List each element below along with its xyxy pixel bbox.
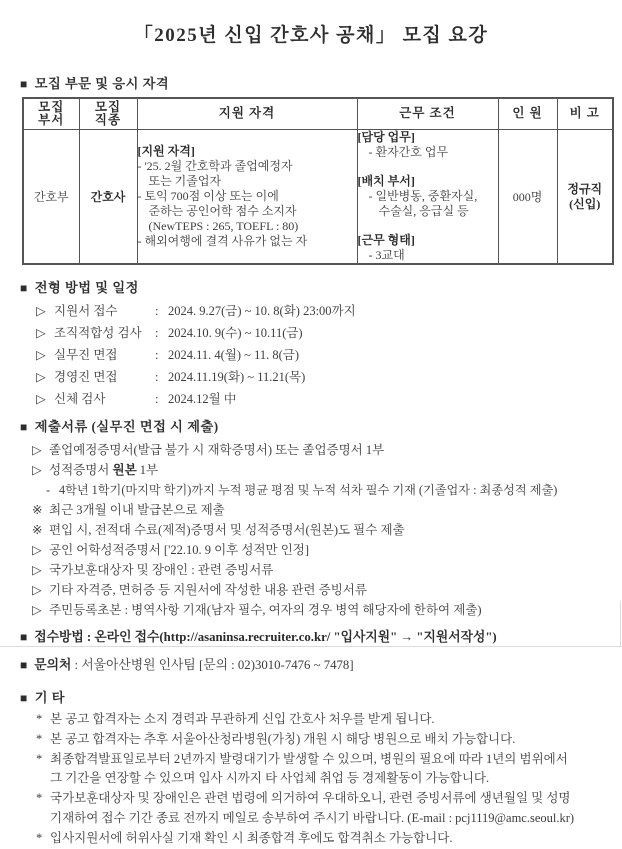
dash-bullet-icon: - — [46, 483, 51, 497]
etc-note: * 입사지원서에 허위사실 기재 확인 시 최종합격 후에도 합격취소 가능합니다. — [36, 829, 622, 849]
document-note: ※ 편입 시, 전적대 수료(제적)증명서 및 성적증명서(원본)도 필수 제출 — [32, 520, 622, 540]
triangle-bullet-icon: ▷ — [32, 543, 42, 557]
apply-method-label: 접수방법 — [34, 630, 84, 644]
section-heading-etc — [20, 687, 622, 706]
schedule-value: 2024. 9.27(금) ~ 10. 8(화) 23:00까지 — [168, 304, 356, 318]
square-bullet-icon: ■ — [20, 77, 28, 91]
section-heading-documents — [20, 416, 622, 435]
asterisk-bullet-icon: * — [36, 791, 43, 806]
schedule-item-staff-interview: ▷ 실무진 면접 : 2024.11. 4(월) ~ 11. 8(금) — [36, 344, 622, 366]
schedule-item-exec-interview: ▷ 경영진 면접 : 2024.11.19(화) ~ 11.21(목) — [36, 366, 622, 388]
cond-line: - 환자간호 업무 — [368, 145, 449, 159]
square-bullet-icon: ■ — [20, 630, 28, 644]
schedule-item-fit-test: ▷ 조직적합성 검사 : 2024.10. 9(수) ~ 10.11(금) — [36, 322, 622, 344]
header-note: 비 고 — [557, 98, 613, 130]
cond-line: - 일반병동, 중환자실, — [368, 189, 478, 203]
cond-title: [배치 부서] — [357, 174, 415, 188]
table-header-row — [23, 98, 613, 130]
scan-artifact-horizontal-line — [0, 646, 622, 647]
triangle-bullet-icon: ▷ — [32, 463, 42, 477]
qual-line: 또는 기졸업자 — [148, 174, 222, 188]
section-heading-schedule — [20, 277, 622, 296]
triangle-bullet-icon: ▷ — [32, 603, 42, 617]
contact-value: 서울아산병원 인사팀 [문의 : 02)3010-7476 ~ 7478] — [81, 658, 354, 672]
qual-line: - 해외여행에 결격 사유가 없는 자 — [137, 234, 308, 248]
asterisk-bullet-icon: * — [36, 751, 43, 766]
asterisk-bullet-icon: * — [36, 712, 43, 726]
triangle-bullet-icon: ▷ — [32, 563, 42, 577]
cond-line: 수술실, 응급실 등 — [378, 204, 469, 218]
document-item: ▷ 성적증명서 원본 1부 — [32, 460, 622, 480]
header-dept: 모집 부서 — [23, 98, 79, 130]
cond-title: [담당 업무] — [357, 130, 415, 144]
section-heading-etc-label: 기 타 — [34, 690, 66, 705]
qual-line: (NewTEPS : 265, TOEFL : 80) — [148, 219, 299, 233]
section-contact: ■ 문의처 : 서울아산병원 인사팀 [문의 : 02)3010-7476 ~ 7478] — [20, 658, 354, 672]
asterisk-bullet-icon: * — [36, 830, 43, 845]
document-note: ※ 최근 3개월 이내 발급본으로 제출 — [32, 500, 622, 520]
etc-note: * 본 공고 합격자는 소지 경력과 무관하게 신입 간호사 처우를 받게 됩니다. — [36, 710, 622, 730]
triangle-bullet-icon: ▷ — [36, 348, 46, 362]
cell-qualification — [137, 130, 357, 265]
square-bullet-icon: ■ — [20, 281, 28, 295]
reference-mark-icon: ※ — [32, 523, 43, 537]
triangle-bullet-icon: ▷ — [32, 583, 42, 597]
document-item: ▷ 기타 자격증, 면허증 등 지원서에 작성한 내용 관련 증빙서류 — [32, 580, 622, 600]
document-item: ▷ 주민등록초본 : 병역사항 기재(남자 필수, 여자의 경우 병역 해당자에 한하여 제출) — [32, 600, 622, 620]
schedule-list — [36, 300, 622, 410]
page-title: 「2025년 신입 간호사 공채」 모집 요강 — [133, 25, 489, 46]
schedule-value: 2024.10. 9(수) ~ 10.11(금) — [168, 326, 303, 340]
cell-note: 정규직 (신입) — [557, 130, 613, 265]
header-count: 인 원 — [498, 98, 557, 130]
document-subitem: - 4학년 1학기(마지막 학기)까지 누적 평균 평점 및 누적 석차 필수 기재 (기졸업자 : 최종성적 제출) — [46, 480, 622, 500]
document-item: ▷ 공인 어학성적증명서 ['22.10. 9 이후 성적만 인정] — [32, 540, 622, 560]
scan-artifact-vertical-line — [620, 601, 621, 647]
square-bullet-icon: ■ — [20, 658, 28, 672]
triangle-bullet-icon: ▷ — [36, 326, 46, 340]
schedule-item-physical-exam: ▷ 신체 검사 : 2024.12월 中 — [36, 388, 622, 410]
cond-title: [근무 형태] — [357, 233, 415, 247]
table-data-row — [23, 130, 613, 265]
cond-line: - 3교대 — [368, 248, 405, 262]
triangle-bullet-icon: ▷ — [36, 304, 46, 318]
section-heading-recruit-label: 모집 부문 및 응시 자격 — [34, 76, 170, 91]
square-bullet-icon: ■ — [20, 420, 28, 434]
recruitment-table — [22, 97, 614, 265]
square-bullet-icon: ■ — [20, 691, 28, 705]
header-conditions: 근무 조건 — [357, 98, 498, 130]
etc-note: * 최종합격발표일로부터 2년까지 발령대기가 발생할 수 있으며, 병원의 필요에 따라 1년의 범위에서 그 기간을 연장할 수 있으며 입사 시까지 타 사업체 취업 등 경제활동이 가능합니다. — [36, 750, 622, 790]
header-job: 모집 직종 — [79, 98, 137, 130]
schedule-value: 2024.11.19(화) ~ 11.21(목) — [168, 370, 306, 384]
section-heading-documents-label: 제출서류 (실무진 면접 시 제출) — [34, 419, 219, 434]
triangle-bullet-icon: ▷ — [36, 370, 46, 384]
cell-dept: 간호부 — [23, 130, 79, 265]
schedule-item-apply-period: ▷ 지원서 접수 : 2024. 9.27(금) ~ 10. 8(화) 23:00까지 — [36, 300, 622, 322]
section-apply-method: ■ 접수방법 : 온라인 접수(http://asaninsa.recruiter.co.kr/ "입사지원" → "지원서작성") — [20, 630, 497, 644]
etc-note: * 국가보훈대상자 및 장애인은 관련 법령에 의거하여 우대하오니, 관련 증빙서류에 생년월일 및 성명 기재하여 접수 기간 종료 전까지 메일로 송부하여 주시기 바랍니다. (E-mail : pcj1119@amc.seoul.kr) — [36, 789, 622, 829]
contact-label: 문의처 — [34, 658, 72, 672]
cell-job: 간호사 — [79, 130, 137, 265]
cond-group-duty — [358, 130, 498, 160]
etc-note: * 본 공고 합격자는 추후 서울아산청라병원(가칭) 개원 시 해당 병원으로 배치 가능합니다. — [36, 730, 622, 750]
cond-group-placement — [358, 174, 498, 219]
asterisk-bullet-icon: * — [36, 731, 43, 746]
section-heading-schedule-label: 전형 방법 및 일정 — [34, 280, 139, 295]
triangle-bullet-icon: ▷ — [36, 392, 46, 406]
document-item: ▷ 졸업예정증명서(발급 불가 시 재학증명서) 또는 졸업증명서 1부 — [32, 440, 622, 460]
cell-count: 000명 — [498, 130, 557, 265]
qual-line: - 토익 700점 이상 또는 이에 — [137, 189, 279, 203]
etc-notes-list — [36, 710, 622, 849]
documents-list — [32, 440, 622, 620]
reference-mark-icon: ※ — [32, 503, 43, 517]
cond-group-shift — [358, 233, 498, 263]
qual-title: [지원 자격] — [137, 144, 195, 158]
schedule-value: 2024.11. 4(월) ~ 11. 8(금) — [168, 348, 300, 362]
apply-method-value: 온라인 접수(http://asaninsa.recruiter.co.kr/ "입사지원" → "지원서작성") — [94, 630, 497, 644]
document-item: ▷ 국가보훈대상자 및 장애인 : 관련 증빙서류 — [32, 560, 622, 580]
qual-line: 준하는 공인어학 점수 소지자 — [148, 204, 297, 218]
section-heading-recruit — [20, 73, 622, 92]
triangle-bullet-icon: ▷ — [32, 443, 42, 457]
cell-conditions — [357, 130, 498, 265]
qual-line: - '25. 2월 간호학과 졸업예정자 — [137, 159, 293, 173]
header-qualification: 지원 자격 — [137, 98, 357, 130]
schedule-value: 2024.12월 中 — [168, 392, 237, 406]
